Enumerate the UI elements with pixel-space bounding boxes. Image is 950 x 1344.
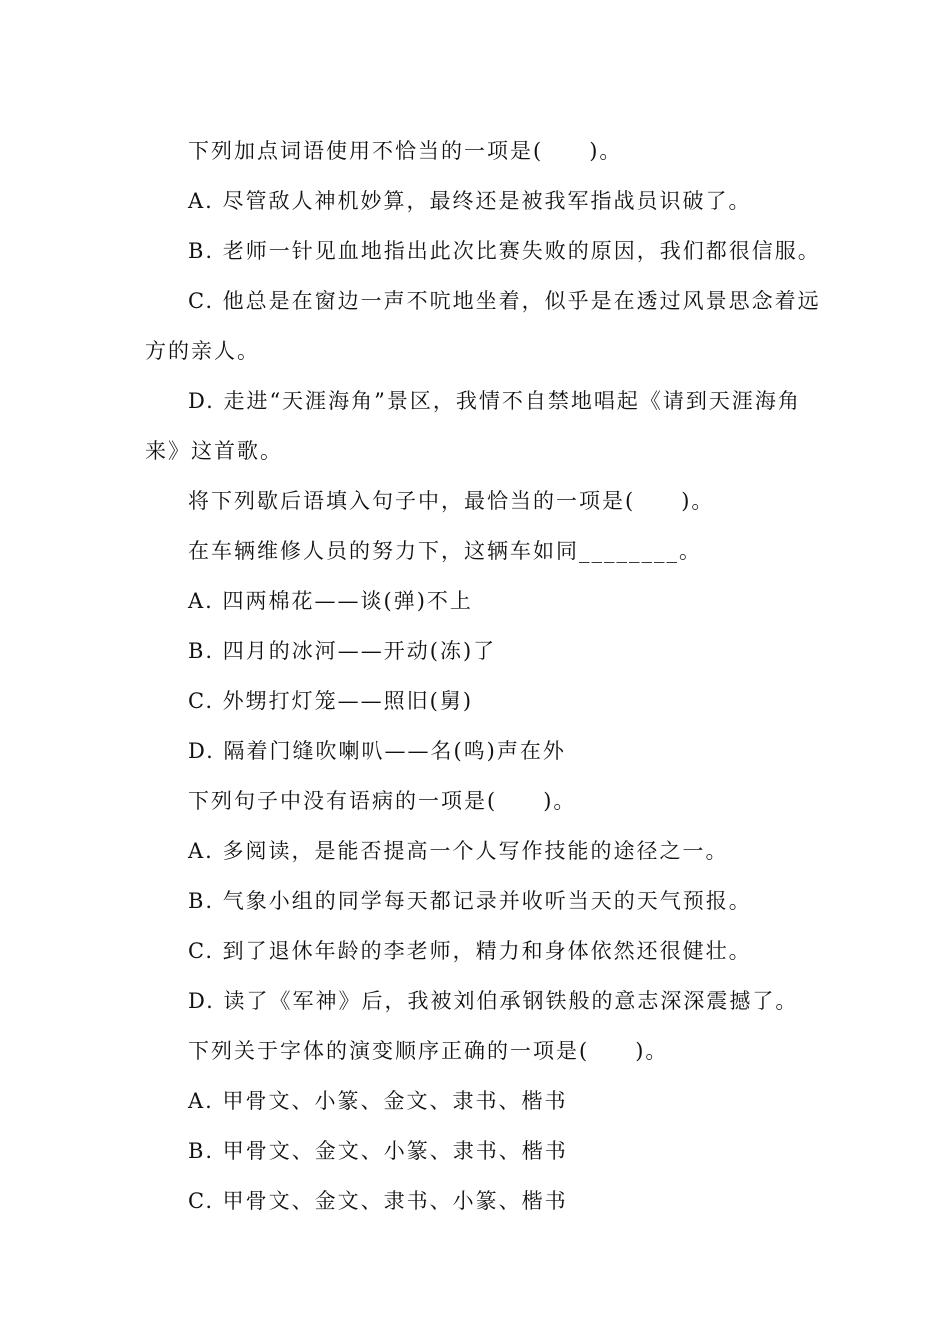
question-2-stem: 将下列歇后语填入句子中，最恰当的一项是( )。 bbox=[188, 489, 715, 513]
question-4-option-a: A. 甲骨文、小篆、金文、隶书、楷书 bbox=[188, 1089, 568, 1113]
question-2-sentence: 在车辆维修人员的努力下，这辆车如同________。 bbox=[188, 539, 702, 563]
question-1-option-b: B. 老师一针见血地指出此次比赛失败的原因，我们都很信服。 bbox=[188, 239, 821, 263]
question-2-option-d: D. 隔着门缝吹喇叭——名(鸣)声在外 bbox=[188, 739, 566, 763]
question-3-stem: 下列句子中没有语病的一项是( )。 bbox=[188, 789, 577, 813]
question-3-option-b: B. 气象小组的同学每天都记录并收听当天的天气预报。 bbox=[188, 889, 752, 913]
question-1-option-a: A. 尽管敌人神机妙算，最终还是被我军指战员识破了。 bbox=[188, 189, 752, 213]
question-4-stem: 下列关于字体的演变顺序正确的一项是( )。 bbox=[188, 1039, 669, 1063]
question-3-option-a: A. 多阅读，是能否提高一个人写作技能的途径之一。 bbox=[188, 839, 729, 863]
question-4-option-c: C. 甲骨文、金文、隶书、小篆、楷书 bbox=[188, 1189, 568, 1213]
question-1-stem: 下列加点词语使用不恰当的一项是( )。 bbox=[188, 139, 623, 163]
question-1-option-c: C. 他总是在窗边一声不吭地坐着，似乎是在透过风景思念着远 bbox=[188, 289, 821, 313]
question-1-option-d-continued: 来》这首歌。 bbox=[145, 439, 283, 463]
question-1-option-c-continued: 方的亲人。 bbox=[145, 339, 260, 363]
question-2-option-c: C. 外甥打灯笼——照旧(舅) bbox=[188, 689, 474, 713]
question-3-option-c: C. 到了退休年龄的李老师，精力和身体依然还很健壮。 bbox=[188, 939, 752, 963]
question-4-option-b: B. 甲骨文、金文、小篆、隶书、楷书 bbox=[188, 1139, 568, 1163]
question-2-option-b: B. 四月的冰河——开动(冻)了 bbox=[188, 639, 497, 663]
question-3-option-d: D. 读了《军神》后，我被刘伯承钢铁般的意志深深震撼了。 bbox=[188, 989, 799, 1013]
question-1-option-d: D. 走进“天涯海角”景区，我情不自禁地唱起《请到天涯海角 bbox=[188, 389, 801, 413]
question-2-option-a: A. 四两棉花——谈(弹)不上 bbox=[188, 589, 473, 613]
